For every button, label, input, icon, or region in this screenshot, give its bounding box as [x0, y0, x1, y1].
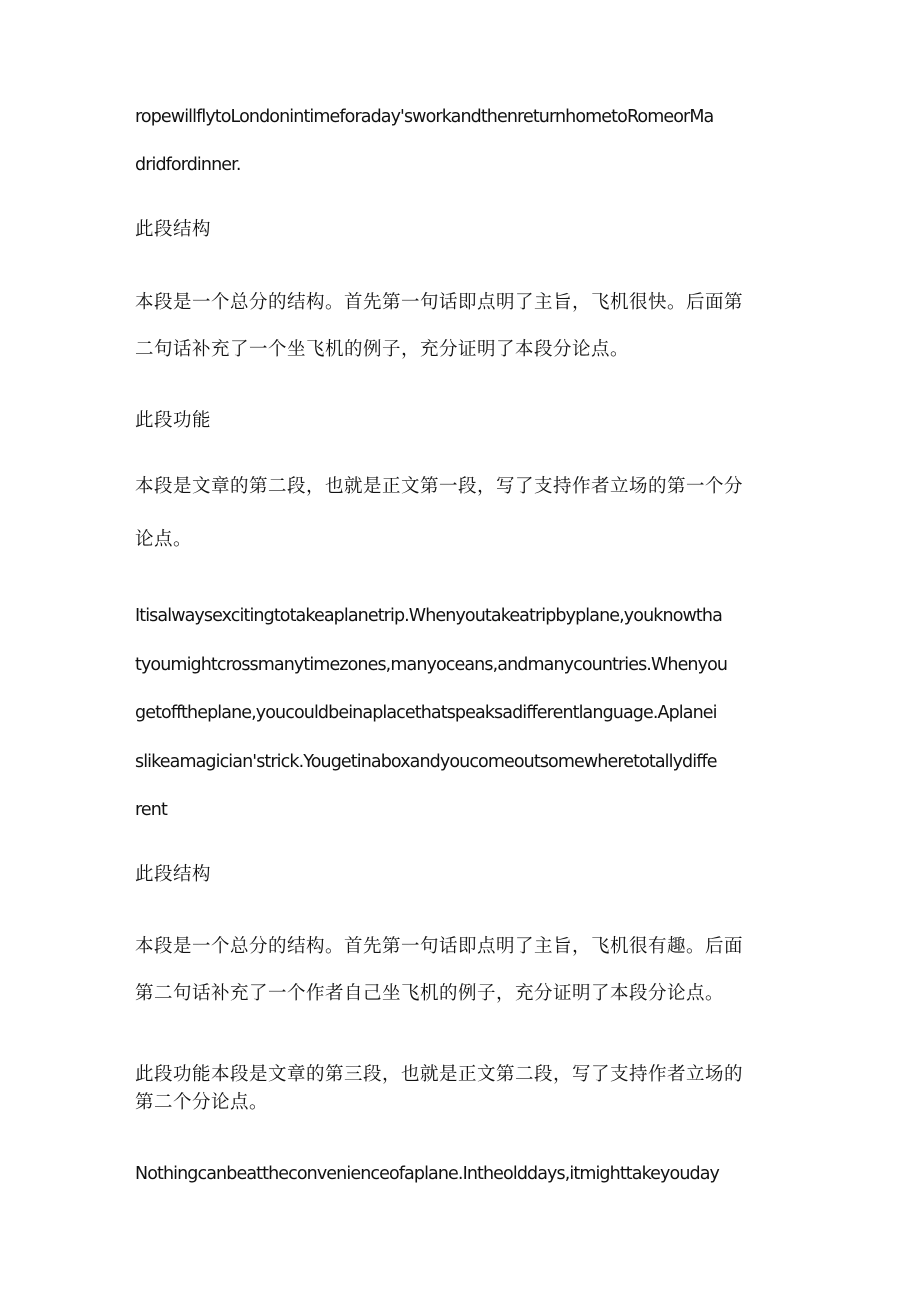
- text-line: 第二句话补充了一个作者自己坐飞机的例子，充分证明了本段分论点。: [135, 983, 725, 1004]
- section-heading: 此段结构: [135, 864, 212, 885]
- section-heading: 此段功能: [135, 410, 212, 431]
- text-line: 第二个分论点。: [135, 1092, 269, 1113]
- text-line: Itisalwaysexcitingtotakeaplanetrip.Whenyoutakeatripbyplane,youknowtha: [135, 606, 722, 626]
- text-line: 本段是一个总分的结构。首先第一句话即点明了主旨，飞机很快。后面第: [135, 292, 744, 313]
- text-line: 二句话补充了一个坐飞机的例子，充分证明了本段分论点。: [135, 339, 630, 360]
- text-line: 论点。: [135, 529, 193, 550]
- text-line: ropewillflytoLondonintimeforaday'sworkandthenreturnhometoRomeorMa: [135, 107, 714, 127]
- text-line: 本段是一个总分的结构。首先第一句话即点明了主旨，飞机很有趣。后面: [135, 936, 744, 957]
- text-line: dridfordinner.: [135, 155, 241, 175]
- text-line: tyoumightcrossmanytimezones,manyoceans,andmanycountries.Whenyou: [135, 655, 728, 675]
- text-line: 本段是文章的第二段，也就是正文第一段，写了支持作者立场的第一个分: [135, 476, 744, 497]
- text-line: 此段功能本段是文章的第三段，也就是正文第二段，写了支持作者立场的: [135, 1064, 744, 1085]
- text-line: Nothingcanbeattheconvenienceofaplane.Intheolddays,itmighttakeyouday: [135, 1164, 719, 1184]
- text-line: rent: [135, 800, 167, 820]
- text-line: getofftheplane,youcouldbeinaplacethatspeaksadifferentlanguage.Aplanei: [135, 703, 717, 723]
- section-heading: 此段结构: [135, 219, 212, 240]
- text-line: slikeamagician'strick.Yougetinaboxandyoucomeoutsomewheretotallydiffe: [135, 752, 717, 772]
